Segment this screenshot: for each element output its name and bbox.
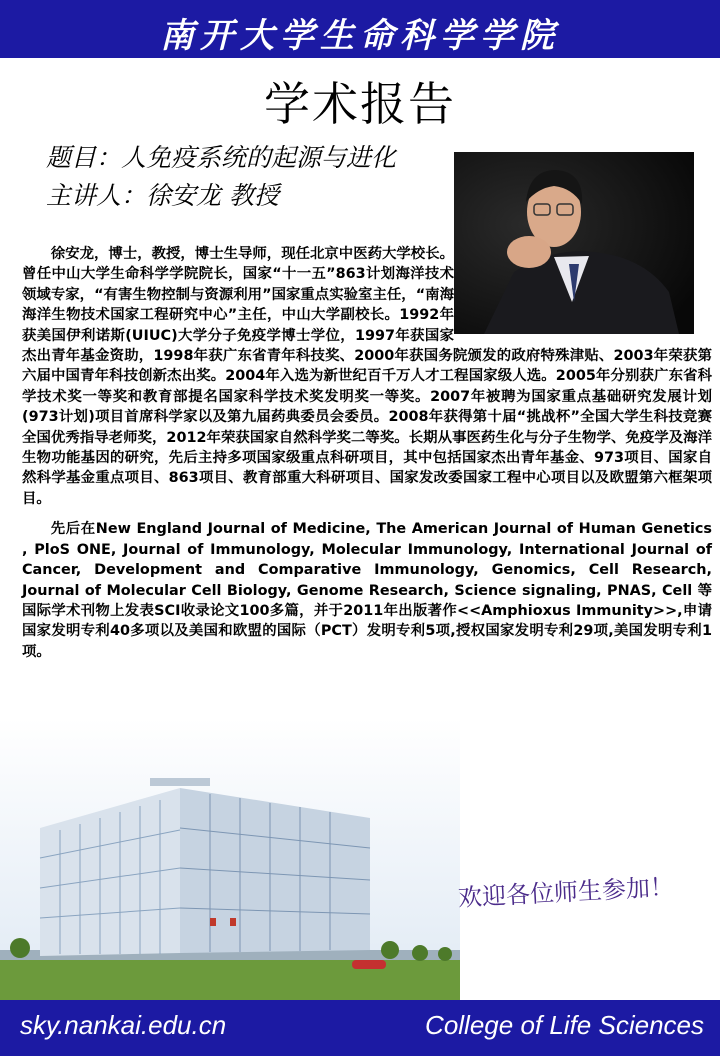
portrait-spacer	[454, 244, 712, 340]
header-title: 南开大学生命科学学院	[160, 16, 560, 56]
footer-college-name: College of Life Sciences	[425, 1010, 704, 1040]
speaker-bio	[22, 244, 712, 662]
speaker-name: 主讲人：徐安龙 教授	[46, 181, 279, 210]
talk-topic: 题目：人免疫系统的起源与进化	[46, 143, 397, 172]
welcome-message: 欢迎各位师生参加！	[457, 872, 675, 912]
bio-paragraph-1: 徐安龙，博士，教授，博士生导师，现任北京中医药大学校长。曾任中山大学生命科学学院院长，国家“十一五”863计划海洋技术领域专家，“有害生物控制与资源利用”国家重点实验室主任，“南海海洋生物技术国家工程研究中心”主任，中山大学副校长。1992年获美国伊利诺斯(UIUC)大学分子免疫学博士学位，1997年获国家杰出青年基金资助，1998年获广东省青年科技奖、2000年获国务院颁发的政府特殊津贴、2003年荣获第六届中国青年科技创新杰出奖。2004年入选为新世纪百千万人才工程国家级人选。2005年分别获广东省科学技术奖一等奖和教育部提名国家科学技术奖发明奖一等奖。2007年被聘为国家重点基础研究发展计划(973计划)项目首席科学家以及第九届药典委员会委员。2008年获得第十届“挑战杯”全国大学生科技竞赛全国优秀指导老师奖，2012年荣获国家自然科学奖二等奖。长期从事医药生化与分子生物学、免疫学及海洋生物功能基因的研究，先后主持多项国家级重点科研项目，其中包括国家杰出青年基金、973项目、国家自然科学基金重点项目、863项目、教育部重大科研项目、国家发改委国家工程中心项目以及欧盟第六框架项目。	[22, 246, 712, 507]
footer-website[interactable]: sky.nankai.edu.cn	[20, 1010, 227, 1040]
poster-title: 学术报告	[264, 77, 456, 131]
building-illustration	[0, 718, 460, 1000]
bio-paragraph-2: 先后在New England Journal of Medicine, The American Journal of Human Genetics , PloS ONE, Journal of Immunology, Molecular Immunology, International Journal of Cancer, Development and Comparative Immunology, Genomics, Cell Research, Journal of Molecular Cell Biology, Genome Research, Science signaling, PNAS, Cell 等国际学术刊物上发表SCI收录论文100多篇，并于2011年出版著作<<Amphioxus Immunity>>,申请国家发明专利40多项以及美国和欧盟的国际（PCT）发明专利5项,授权国家发明专利29项,美国发明专利1项。	[22, 521, 712, 660]
